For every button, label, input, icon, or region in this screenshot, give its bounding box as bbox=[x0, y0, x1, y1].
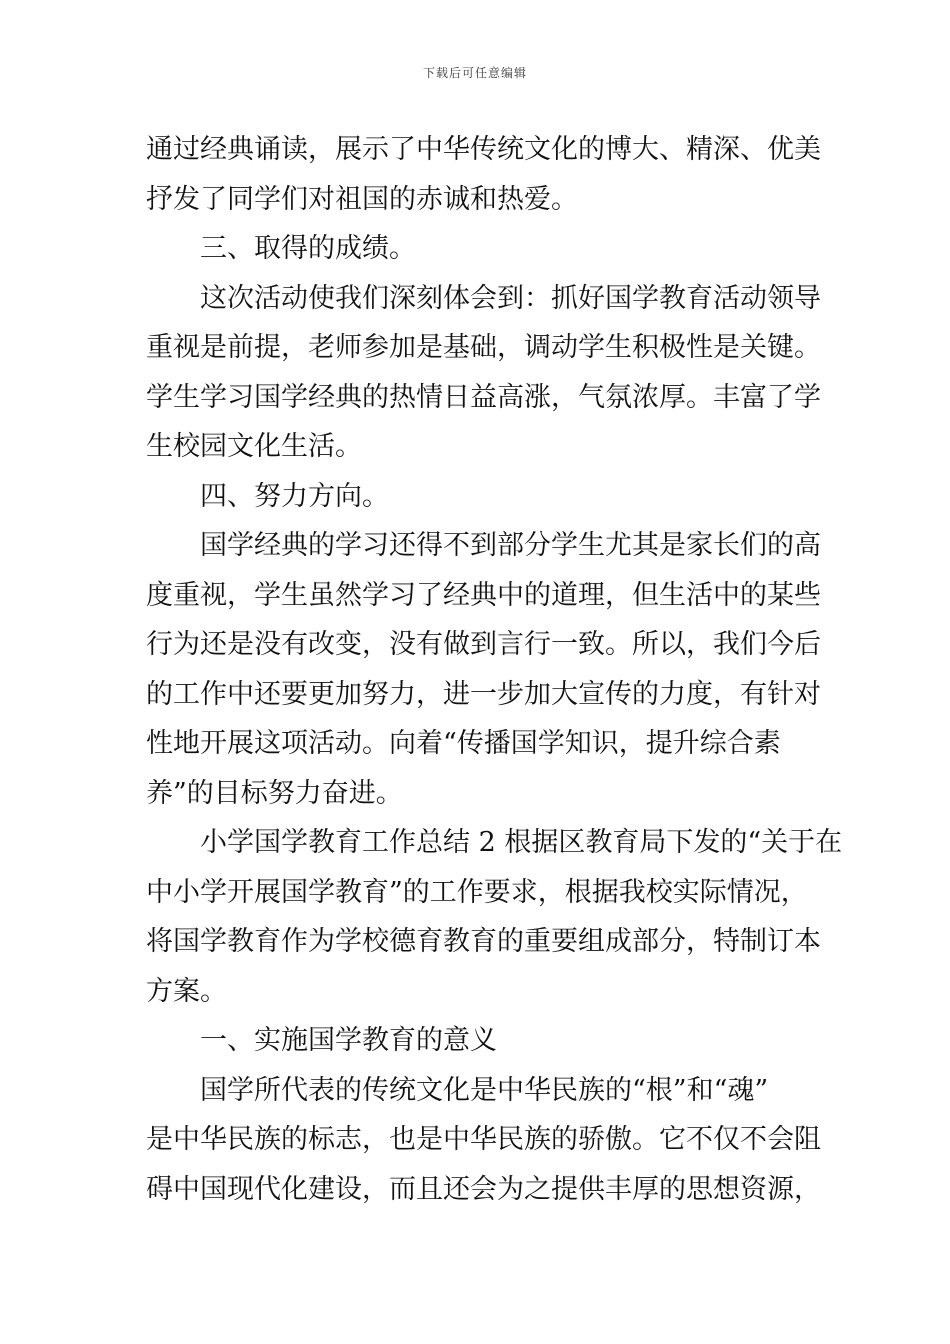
text-line: 学生学习国学经典的热情日益高涨，气氛浓厚。丰富了学 bbox=[146, 381, 821, 413]
text-line: 重视是前提，老师参加是基础，调动学生积极性是关键。 bbox=[146, 332, 821, 363]
text-line: 是中华民族的标志，也是中华民族的骄傲。它不仅不会阻 bbox=[146, 1124, 821, 1155]
text-line: 小学国学教育工作总结 2 根据区教育局下发的“关于在 bbox=[200, 827, 843, 858]
text-line: 生校园文化生活。 bbox=[146, 431, 362, 462]
text-line: 通过经典诵读，展示了中华传统文化的博大、精深、优美 bbox=[146, 134, 821, 165]
text-line: 国学所代表的传统文化是中华民族的“根”和“魂” bbox=[200, 1074, 769, 1106]
section-heading: 三、取得的成绩。 bbox=[200, 233, 416, 264]
text-line: 的工作中还要更加努力，进一步加大宣传的力度，有针对 bbox=[146, 678, 821, 710]
text-line: 这次活动使我们深刻体会到：抓好国学教育活动领导 bbox=[200, 282, 821, 314]
page-header: 下载后可任意编辑 bbox=[422, 66, 527, 80]
document-body bbox=[146, 125, 843, 1214]
text-line: 中小学开展国学教育”的工作要求，根据我校实际情况， bbox=[146, 876, 808, 908]
text-line: 将国学教育作为学校德育教育的重要组成部分，特制订本 bbox=[146, 926, 821, 957]
text-line: 行为还是没有改变，没有做到言行一致。所以，我们今后 bbox=[146, 629, 821, 660]
text-line: 国学经典的学习还得不到部分学生尤其是家长们的高 bbox=[200, 530, 821, 561]
section-heading: 一、实施国学教育的意义 bbox=[200, 1025, 497, 1056]
text-line: 性地开展这项活动。向着“传播国学知识，提升综合素 bbox=[146, 728, 781, 759]
section-heading: 四、努力方向。 bbox=[200, 480, 389, 512]
text-line: 养”的目标努力奋进。 bbox=[146, 777, 403, 809]
text-line: 度重视，学生虽然学习了经典中的道理，但生活中的某些 bbox=[146, 579, 821, 611]
text-line: 碍中国现代化建设，而且还会为之提供丰厚的思想资源， bbox=[146, 1173, 821, 1205]
text-line: 方案。 bbox=[146, 975, 227, 1007]
text-line: 抒发了同学们对祖国的赤诚和热爱。 bbox=[146, 183, 578, 215]
